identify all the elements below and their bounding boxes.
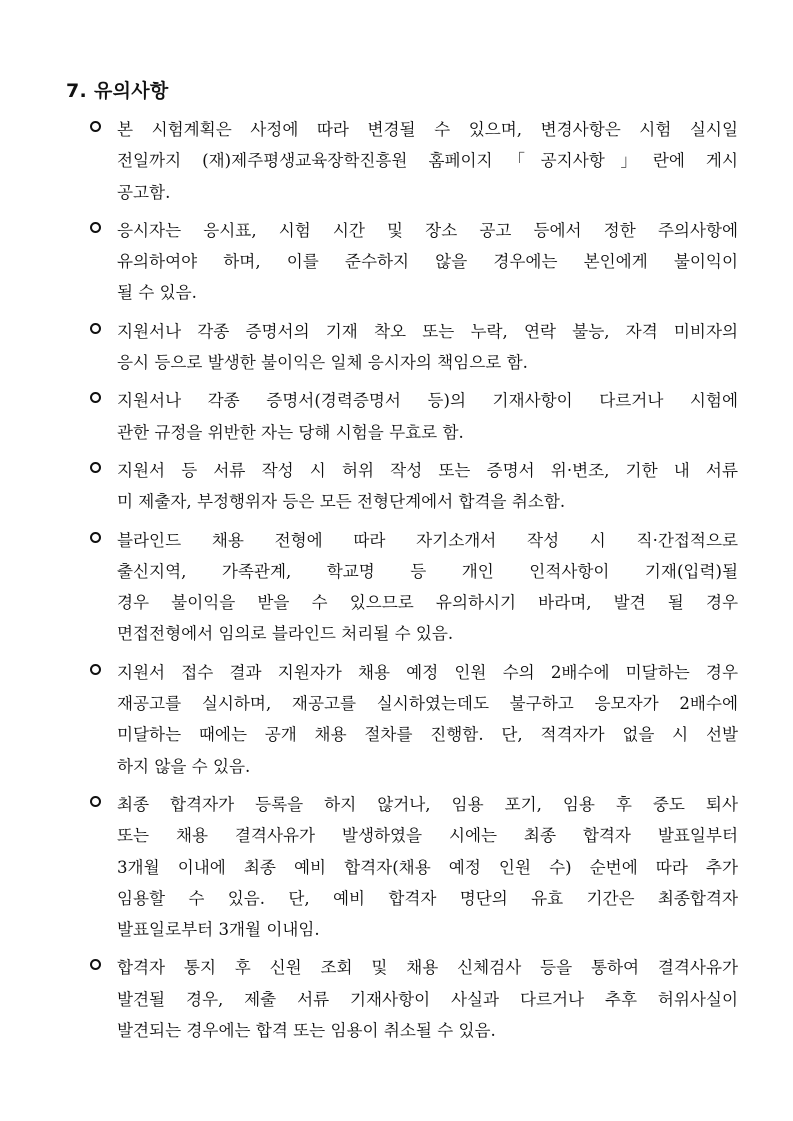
notice-text-line: 지원서 접수 결과 지원자가 채용 예정 인원 수의 2배수에 미달하는 경우 [117,662,738,682]
hollow-circle-bullet-icon [90,121,101,132]
hollow-circle-bullet-icon [90,664,101,675]
notice-item [88,952,738,1046]
notice-text-line: 발견되는 경우에는 합격 또는 임용이 취소될 수 있음. [117,1021,496,1041]
notice-item [88,789,738,945]
notice-text-line: 면접전형에서 임의로 블라인드 처리될 수 있음. [117,624,454,644]
notice-text-line: 응시자는 응시표, 시험 시간 및 장소 공고 등에서 정한 주의사항에 [117,220,738,240]
notice-text-line: 발견될 경우, 제출 서류 기재사항이 사실과 다르거나 추후 허위사실이 [117,989,738,1009]
notice-text-line: 미 제출자, 부정행위자 등은 모든 전형단계에서 합격을 취소함. [117,492,566,512]
notice-text-line: 재공고를 실시하며, 재공고를 실시하였는데도 불구하고 응모자가 2배수에 [117,694,738,714]
notice-text-line: 출신지역, 가족관계, 학교명 등 개인 인적사항이 기재(입력)될 [117,561,738,581]
notice-item [88,525,738,650]
notice-item [88,215,738,309]
notice-item [88,455,738,518]
notice-text-line: 지원서나 각종 증명서(경력증명서 등)의 기재사항이 다르거나 시험에 [117,391,738,411]
notice-text-line: 응시 등으로 발생한 불이익은 일체 응시자의 책임으로 함. [117,353,528,373]
notice-text-line: 경우 불이익을 받을 수 있으므로 유의하시기 바라며, 발견 될 경우 [117,593,738,613]
notice-text-line: 미달하는 때에는 공개 채용 절차를 진행함. 단, 적격자가 없을 시 선발 [117,725,738,745]
notice-text-line: 공고함. [117,182,171,202]
hollow-circle-bullet-icon [90,392,101,403]
notice-item [88,657,738,782]
hollow-circle-bullet-icon [90,959,101,970]
notice-text-line: 지원서 등 서류 작성 시 허위 작성 또는 증명서 위·변조, 기한 내 서류 [117,460,738,480]
notice-list [88,114,738,1053]
notice-item [88,316,738,379]
notice-text-line: 최종 합격자가 등록을 하지 않거나, 임용 포기, 임용 후 중도 퇴사 [117,794,738,814]
notice-text-line: 지원서나 각종 증명서의 기재 착오 또는 누락, 연락 불능, 자격 미비자의 [117,321,738,341]
notice-item [88,385,738,448]
hollow-circle-bullet-icon [90,222,101,233]
notice-text-line: 합격자 통지 후 신원 조회 및 채용 신체검사 등을 통하여 결격사유가 [117,958,738,978]
notice-text-line: 유의하여야 하며, 이를 준수하지 않을 경우에는 본인에게 불이익이 [117,252,738,272]
notice-text-line: 블라인드 채용 전형에 따라 자기소개서 작성 시 직·간접적으로 [117,530,738,550]
hollow-circle-bullet-icon [90,462,101,473]
notice-text-line: 관한 규정을 위반한 자는 당해 시험을 무효로 함. [117,422,464,442]
notice-text-line: 임용할 수 있음. 단, 예비 합격자 명단의 유효 기간은 최종합격자 [117,888,738,908]
notice-text-line: 하지 않을 수 있음. [117,756,251,776]
notice-text-line: 본 시험계획은 사정에 따라 변경될 수 있으며, 변경사항은 시험 실시일 [117,120,738,139]
hollow-circle-bullet-icon [90,796,101,807]
hollow-circle-bullet-icon [90,532,101,543]
notice-text-line: 3개월 이내에 최종 예비 합격자(채용 예정 인원 수) 순번에 따라 추가 [117,857,738,877]
section-title: 7. 유의사항 [66,80,169,102]
notice-text-line: 될 수 있음. [117,283,197,303]
notice-text-line: 전일까지 (재)제주평생교육장학진흥원 홈페이지「공지사항」란에 게시 [117,151,738,171]
hollow-circle-bullet-icon [90,323,101,334]
notice-text-line: 발표일로부터 3개월 이내임. [117,920,320,940]
notice-item [88,114,738,208]
notice-text-line: 또는 채용 결격사유가 발생하였을 시에는 최종 합격자 발표일부터 [117,826,738,846]
